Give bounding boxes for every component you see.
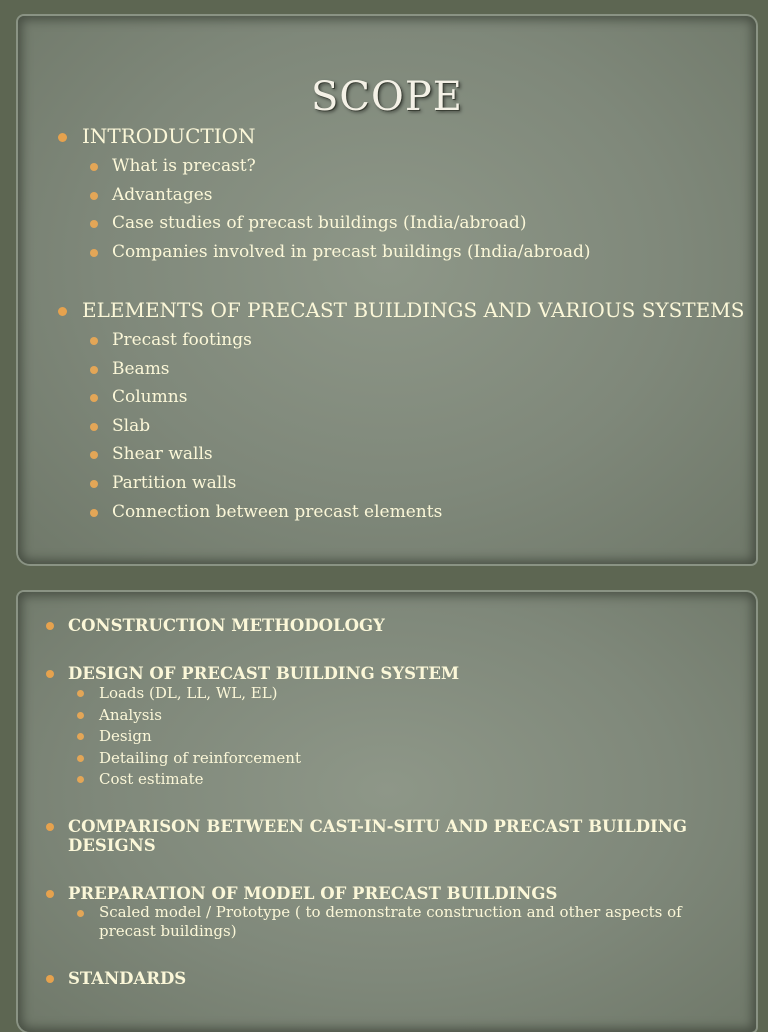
- section-list: [56, 122, 591, 266]
- subitem-group: [46, 903, 732, 941]
- section-list: [46, 817, 732, 855]
- bullet-icon: [58, 133, 67, 142]
- bullet-icon: [46, 622, 54, 630]
- list-item: Shear walls: [56, 440, 744, 469]
- list-item: Beams: [56, 355, 744, 384]
- section-list: [46, 616, 732, 635]
- bullet-icon: [90, 220, 98, 228]
- bullet-icon: [77, 712, 84, 719]
- bullet-icon: [90, 337, 98, 345]
- list-item: Detailing of reinforcement: [46, 748, 732, 770]
- bullet-icon: [90, 394, 98, 402]
- bullet-icon: [46, 823, 54, 831]
- list-item: What is precast?: [56, 152, 591, 181]
- bullet-icon: [90, 163, 98, 171]
- section-heading: INTRODUCTION: [56, 122, 591, 150]
- list-item: Partition walls: [56, 469, 744, 498]
- bullet-icon: [77, 776, 84, 783]
- list-item: Analysis: [46, 705, 732, 727]
- section-list: [46, 884, 732, 941]
- section-list: [56, 296, 744, 526]
- list-item: Design: [46, 726, 732, 748]
- slide-scope-continued: [18, 592, 756, 1032]
- bullet-icon: [90, 423, 98, 431]
- list-item: Precast footings: [56, 326, 744, 355]
- list-item: Connection between precast elements: [56, 498, 744, 527]
- subitem-group: [46, 683, 732, 791]
- list-item: Cost estimate: [46, 769, 732, 791]
- bullet-icon: [46, 890, 54, 898]
- section-heading: ELEMENTS OF PRECAST BUILDINGS AND VARIOUS SYSTEMS: [56, 296, 744, 324]
- section-heading: COMPARISON BETWEEN CAST-IN-SITU AND PRECAST BUILDING DESIGNS: [46, 817, 732, 855]
- section-list: [46, 664, 732, 791]
- subitem-group: [56, 152, 591, 266]
- bullet-icon: [90, 192, 98, 200]
- subitem-group: [56, 326, 744, 526]
- bullet-icon: [77, 690, 84, 697]
- bullet-icon: [90, 249, 98, 257]
- list-item: Columns: [56, 383, 744, 412]
- slide-title: SCOPE: [311, 74, 463, 120]
- list-item: Scaled model / Prototype ( to demonstrate construction and other aspects of precast buildings): [46, 903, 732, 941]
- list-item: Loads (DL, LL, WL, EL): [46, 683, 732, 705]
- list-item: Case studies of precast buildings (India/abroad): [56, 209, 591, 238]
- bullet-icon: [46, 670, 54, 678]
- bullet-icon: [46, 975, 54, 983]
- section-heading: DESIGN OF PRECAST BUILDING SYSTEM: [46, 664, 732, 683]
- bullet-icon: [90, 366, 98, 374]
- section-heading: CONSTRUCTION METHODOLOGY: [46, 616, 732, 635]
- bullet-icon: [90, 509, 98, 517]
- bullet-icon: [58, 307, 67, 316]
- section-heading: PREPARATION OF MODEL OF PRECAST BUILDINGS: [46, 884, 732, 903]
- section-list: [46, 969, 732, 988]
- section-heading: STANDARDS: [46, 969, 732, 988]
- bullet-icon: [77, 733, 84, 740]
- bullet-icon: [90, 451, 98, 459]
- bullet-icon: [77, 755, 84, 762]
- bullet-icon: [77, 910, 84, 917]
- list-item: Advantages: [56, 181, 591, 210]
- slide-scope: [18, 16, 756, 564]
- list-item: Slab: [56, 412, 744, 441]
- list-item: Companies involved in precast buildings (India/abroad): [56, 238, 591, 267]
- bullet-icon: [90, 480, 98, 488]
